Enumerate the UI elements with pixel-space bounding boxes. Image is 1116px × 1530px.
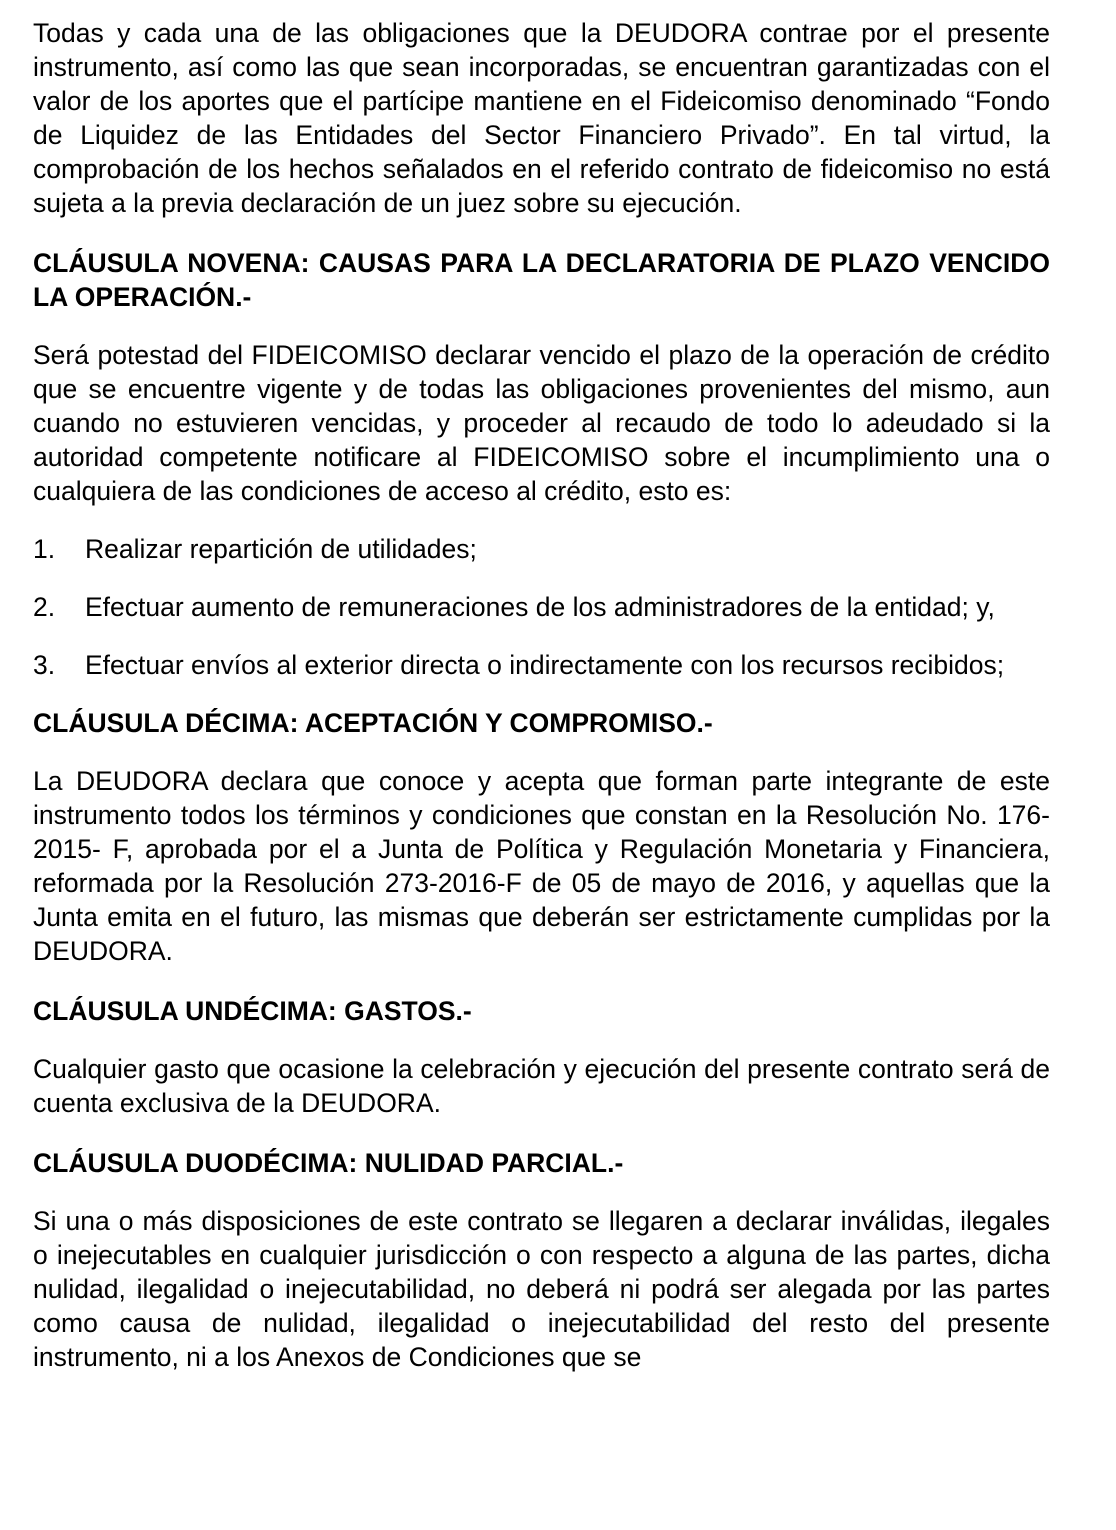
list-item-text: Efectuar envíos al exterior directa o indirectamente con los recursos recibidos;	[85, 650, 1005, 680]
list-item-number: 3.	[33, 650, 56, 680]
spacer	[33, 1180, 1050, 1204]
spacer	[33, 508, 1050, 532]
spacer	[33, 1120, 1050, 1146]
list-item-number: 1.	[33, 534, 56, 564]
clause-9-body: Será potestad del FIDEICOMISO declarar vencido el plazo de la operación de crédito que se encuentre vigente y de todas las obligaciones provenientes del mismo, aun cuando no estuvieren vencidas, y proceder al recaudo de todo lo adeudado si la autoridad competente notificare al FIDEICOMISO sobre el incumplimiento una o cualquiera de las condiciones de acceso al crédito, esto es:	[33, 340, 1050, 506]
list-item-3	[33, 648, 1050, 682]
spacer	[33, 314, 1050, 338]
spacer	[33, 740, 1050, 764]
list-item-1	[33, 532, 1050, 566]
spacer	[33, 566, 1050, 590]
list-item-text: Efectuar aumento de remuneraciones de los administradores de la entidad; y,	[85, 592, 995, 622]
list-item-2	[33, 590, 1050, 624]
opening-paragraph: Todas y cada una de las obligaciones que la DEUDORA contrae por el presente instrumento, así como las que sean incorporadas, se encuentran garantizadas con el valor de los aportes que el partícipe mantiene en el Fideicomiso denominado “Fondo de Liquidez de las Entidades del Sector Financiero Privado”. En tal virtud, la comprobación de los hechos señalados en el referido contrato de fideicomiso no está sujeta a la previa declaración de un juez sobre su ejecución.	[33, 18, 1050, 218]
spacer	[33, 1028, 1050, 1052]
list-item-text: Realizar repartición de utilidades;	[85, 534, 477, 564]
clause-11-heading: CLÁUSULA UNDÉCIMA: GASTOS.-	[33, 996, 472, 1026]
clause-12-heading: CLÁUSULA DUODÉCIMA: NULIDAD PARCIAL.-	[33, 1148, 624, 1178]
clause-10-body: La DEUDORA declara que conoce y acepta que forman parte integrante de este instrumento todos los términos y condiciones que constan en la Resolución No. 176- 2015- F, aprobada por el a Junta de Política y Regulación Monetaria y Financiera, reformada por la Resolución 273-2016-F de 05 de mayo de 2016, y aquellas que la Junta emita en el futuro, las mismas que deberán ser estrictamente cumplidas por la DEUDORA.	[33, 766, 1050, 966]
clause-9-heading: CLÁUSULA NOVENA: CAUSAS PARA LA DECLARATORIA DE PLAZO VENCIDO LA OPERACIÓN.-	[33, 248, 1050, 312]
clause-11-body: Cualquier gasto que ocasione la celebración y ejecución del presente contrato será de cuenta exclusiva de la DEUDORA.	[33, 1054, 1050, 1118]
clause-12-body: Si una o más disposiciones de este contrato se llegaren a declarar inválidas, ilegales o inejecutables en cualquier jurisdicción o con respecto a alguna de las partes, dicha nulidad, ilegalidad o inejecutabilidad, no deberá ni podrá ser alegada por las partes como causa de nulidad, ilegalidad o inejecutabilidad del resto del presente instrumento, ni a los Anexos de Condiciones que se	[33, 1206, 1050, 1372]
spacer	[33, 682, 1050, 706]
list-item-number: 2.	[33, 592, 56, 622]
clause-10-heading: CLÁUSULA DÉCIMA: ACEPTACIÓN Y COMPROMISO.-	[33, 708, 713, 738]
spacer	[33, 220, 1050, 246]
spacer	[33, 968, 1050, 994]
spacer	[33, 624, 1050, 648]
